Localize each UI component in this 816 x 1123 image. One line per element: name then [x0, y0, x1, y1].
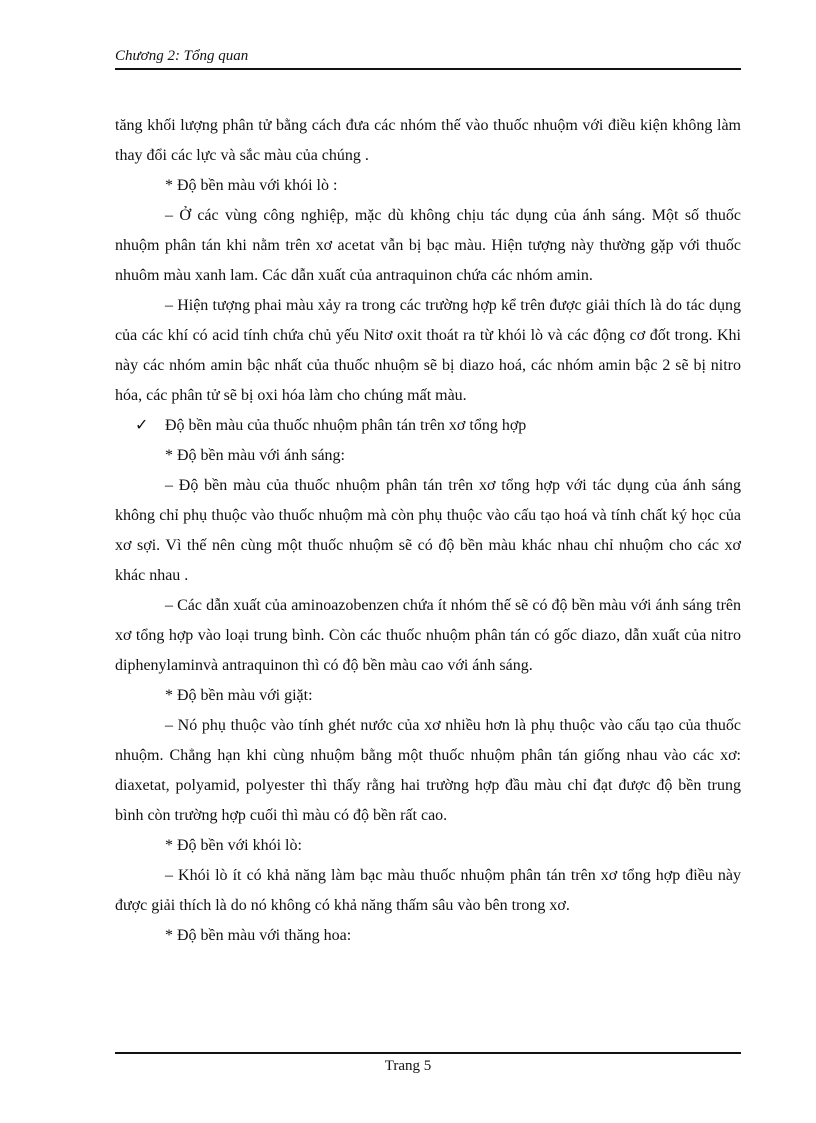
- checklist-item-label: Độ bền màu của thuốc nhuộm phân tán trên xơ tổng hợp: [165, 417, 527, 434]
- checklist-item: [115, 411, 741, 441]
- section-heading-smoke: * Độ bền màu với khói lò :: [165, 177, 338, 194]
- header-divider: [115, 68, 741, 70]
- checkmark-icon: ✓: [135, 417, 149, 434]
- paragraph: – Khói lò ít có khả năng làm bạc màu thuốc nhuộm phân tán trên xơ tổng hợp điều này được giải thích là do nó không có khả năng thấm sâu vào bên trong xơ.: [115, 867, 741, 914]
- paragraph: – Hiện tượng phai màu xảy ra trong các trường hợp kể trên được giải thích là do tác dụng của các khí có acid tính chứa chủ yếu Nitơ oxit thoát ra từ khói lò và các động cơ đốt trong. Khi này các nhóm amin bậc nhất của thuốc nhuộm sẽ bị diazo hoá, các nhóm amin bậc 2 sẽ bị nitro hóa, các phân tử sẽ bị oxi hóa làm cho chúng mất màu.: [115, 297, 741, 404]
- section-heading-wash: * Độ bền màu với giặt:: [165, 687, 313, 704]
- section-heading-sublimation: * Độ bền màu với thăng hoa:: [165, 927, 352, 944]
- section-heading-light: * Độ bền màu với ánh sáng:: [165, 447, 345, 464]
- page-header-title: Chương 2: Tổng quan: [115, 48, 249, 64]
- page-number: Trang 5: [384, 1058, 432, 1074]
- section-heading-smoke-2: * Độ bền với khói lò:: [165, 837, 302, 854]
- paragraph: – Độ bền màu của thuốc nhuộm phân tán trên xơ tổng hợp với tác dụng của ánh sáng không chỉ phụ thuộc vào thuốc nhuộm mà còn phụ thuộc vào cấu tạo hoá và tính chất ký học của xơ sợi. Vì thế nên cùng một thuốc nhuộm sẽ có độ bền màu khác nhau chỉ nhuộm cho các xơ khác nhau .: [115, 477, 741, 584]
- document-body: [115, 111, 741, 951]
- paragraph: – Ở các vùng công nghiệp, mặc dù không chịu tác dụng của ánh sáng. Một số thuốc nhuộm phân tán khi nằm trên xơ acetat vẫn bị bạc màu. Hiện tượng này thường gặp với thuốc nhuôm màu xanh lam. Các dẫn xuất của antraquinon chứa các nhóm amin.: [115, 207, 741, 284]
- paragraph: – Nó phụ thuộc vào tính ghét nước của xơ nhiều hơn là phụ thuộc vào cấu tạo của thuốc nhuộm. Chẳng hạn khi cùng nhuộm bằng một thuốc nhuộm phân tán giống nhau vào các xơ: diaxetat, polyamid, polyester thì thấy rằng hai trường hợp đầu màu chỉ đạt được độ bền trung bình còn trường hợp cuối thì màu có độ bền rất cao.: [115, 717, 741, 824]
- paragraph: tăng khối lượng phân tử bằng cách đưa các nhóm thế vào thuốc nhuộm với điều kiện không làm thay đổi các lực và sắc màu của chúng .: [115, 117, 741, 164]
- paragraph: – Các dẫn xuất của aminoazobenzen chứa ít nhóm thế sẽ có độ bền màu với ánh sáng trên xơ tổng hợp vào loại trung bình. Còn các thuốc nhuộm phân tán có gốc diazo, dẫn xuất của nitro diphenylaminvà antraquinon thì có độ bền màu cao với ánh sáng.: [115, 597, 741, 674]
- footer-divider: [115, 1052, 741, 1054]
